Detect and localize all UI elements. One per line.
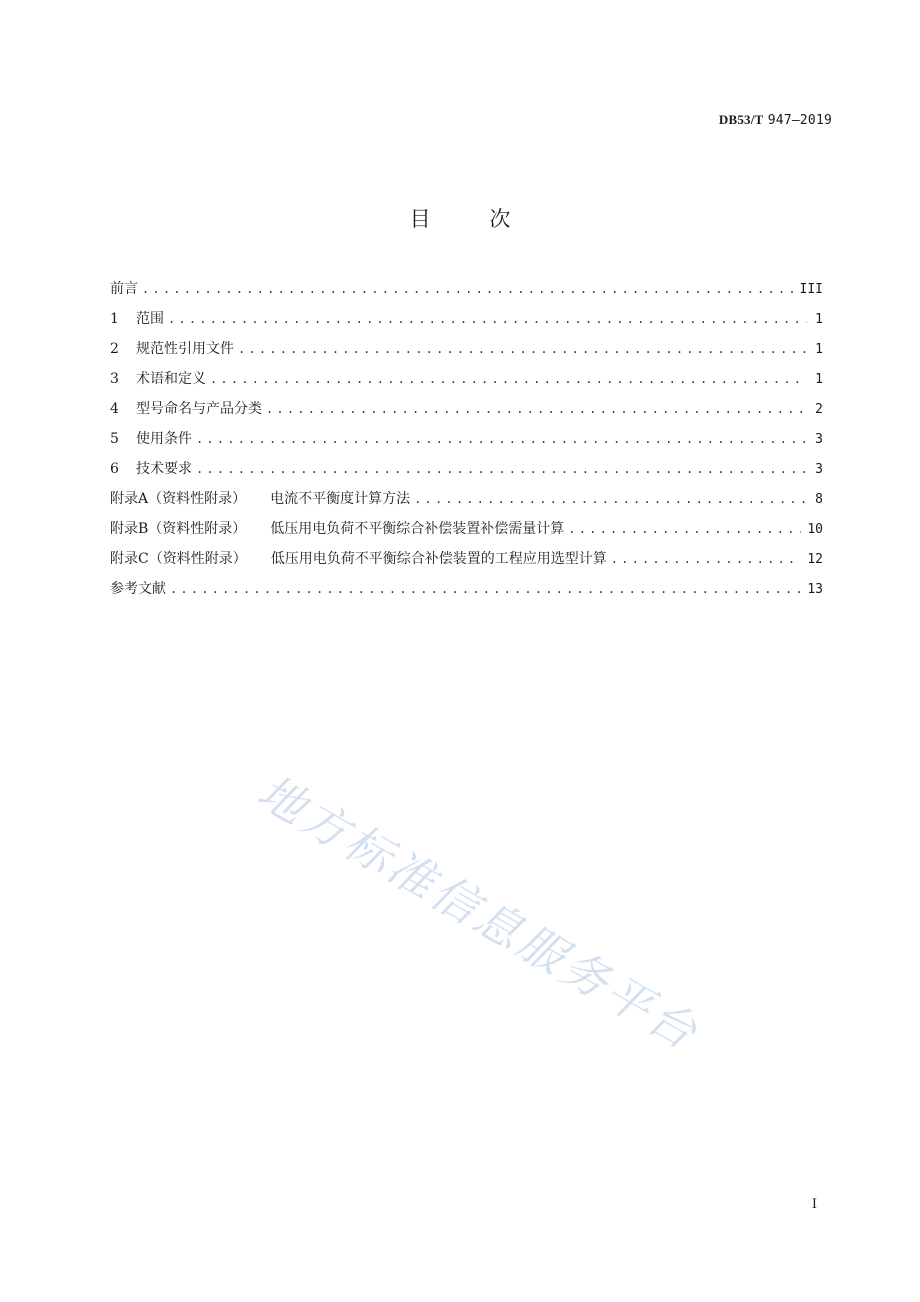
toc-entry-number: 4 xyxy=(110,401,119,417)
toc-entry-model-classification[interactable] xyxy=(110,398,823,428)
toc-leader-dots xyxy=(170,582,801,596)
watermark: 地方标准信息服务平台 xyxy=(248,764,709,1061)
standard-number: 947—2019 xyxy=(767,113,832,128)
toc-entry-usage-conditions[interactable] xyxy=(110,428,823,458)
toc-entry-label: 附录A（资料性附录） 电流不平衡度计算方法 xyxy=(110,491,411,507)
toc-page-number: 1 xyxy=(815,372,823,387)
toc-entry-number: 6 xyxy=(110,461,119,477)
toc-entry-bibliography[interactable] xyxy=(110,578,823,608)
toc-annex-number: 附录B（资料性附录） xyxy=(110,521,247,537)
footer-page-number: I xyxy=(811,1197,817,1212)
toc-entry-label: 1 范围 xyxy=(110,311,164,327)
toc-entry-number: 1 xyxy=(110,311,119,327)
toc-entry-label: 附录B（资料性附录） 低压用电负荷不平衡综合补偿装置补偿需量计算 xyxy=(110,521,565,537)
toc-entry-label: 前言 xyxy=(110,281,138,297)
toc-entry-label: 3 术语和定义 xyxy=(110,371,206,387)
toc-entry-label: 2 规范性引用文件 xyxy=(110,341,234,357)
toc-page-number: 1 xyxy=(815,312,823,327)
toc-entry-annex-c[interactable] xyxy=(110,548,823,578)
toc-annex-number: 附录C（资料性附录） xyxy=(110,551,247,567)
toc-entry-foreword[interactable] xyxy=(110,278,823,308)
toc-page-number: 12 xyxy=(807,552,823,567)
toc-leader-dots xyxy=(238,342,807,356)
toc-page-number: 13 xyxy=(807,582,823,597)
toc-leader-dots xyxy=(568,522,801,536)
toc-page-number: III xyxy=(799,282,823,297)
toc-page-number: 8 xyxy=(815,492,823,507)
toc-entry-label: 参考文献 xyxy=(110,581,166,597)
toc-leader-dots xyxy=(196,462,807,476)
toc-page-number: 3 xyxy=(815,462,823,477)
toc-entry-number: 2 xyxy=(110,341,119,357)
standard-prefix: DB53/T xyxy=(718,112,764,127)
toc-annex-number: 附录A（资料性附录） xyxy=(110,491,247,507)
toc-page-number: 10 xyxy=(807,522,823,537)
toc-page-number: 1 xyxy=(815,342,823,357)
standard-code xyxy=(719,112,832,128)
toc-leader-dots xyxy=(142,282,794,296)
toc-entry-technical-requirements[interactable] xyxy=(110,458,823,488)
toc-leader-dots xyxy=(210,372,807,386)
toc-leader-dots xyxy=(414,492,807,506)
toc-leader-dots xyxy=(196,432,807,446)
toc-entry-label: 5 使用条件 xyxy=(110,431,192,447)
toc-page-number: 3 xyxy=(815,432,823,447)
toc-page-number: 2 xyxy=(815,402,823,417)
table-of-contents xyxy=(110,278,823,608)
toc-entry-label: 附录C（资料性附录） 低压用电负荷不平衡综合补偿装置的工程应用选型计算 xyxy=(110,551,607,567)
toc-entry-annex-a[interactable] xyxy=(110,488,823,518)
toc-leader-dots xyxy=(611,552,802,566)
toc-entry-scope[interactable] xyxy=(110,308,823,338)
toc-entry-number: 5 xyxy=(110,431,119,447)
toc-entry-normative-references[interactable] xyxy=(110,338,823,368)
toc-entry-number: 3 xyxy=(110,371,119,387)
toc-leader-dots xyxy=(266,402,807,416)
toc-entry-annex-b[interactable] xyxy=(110,518,823,548)
toc-entry-label: 4 型号命名与产品分类 xyxy=(110,401,262,417)
toc-leader-dots xyxy=(168,312,807,326)
page-title: 目 次 xyxy=(409,207,537,231)
toc-entry-terms-definitions[interactable] xyxy=(110,368,823,398)
toc-entry-label: 6 技术要求 xyxy=(110,461,192,477)
